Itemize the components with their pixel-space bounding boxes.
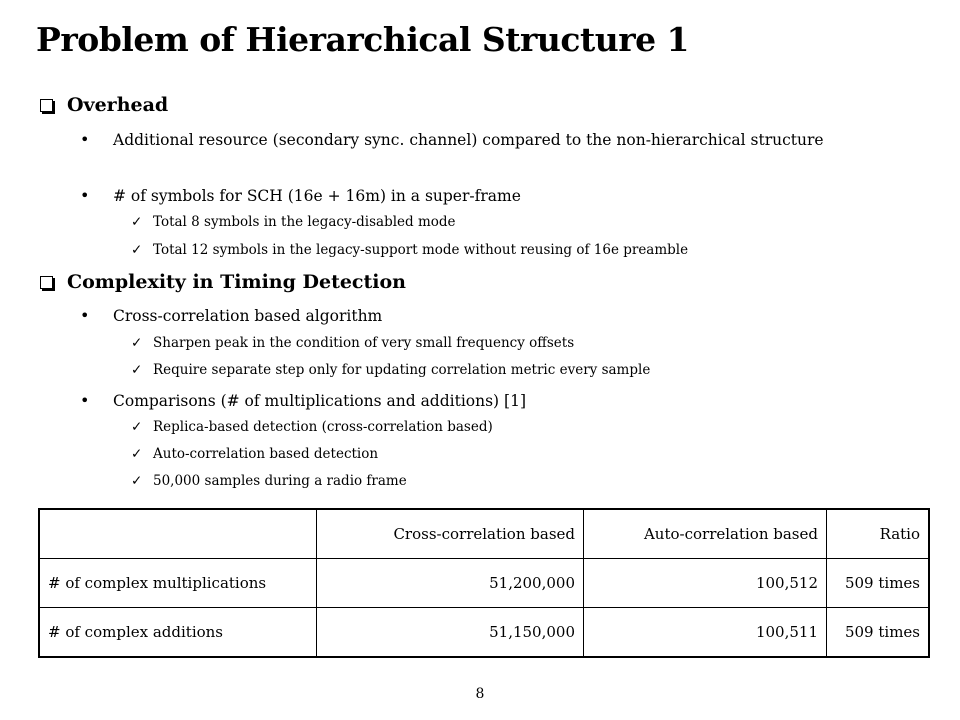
table-cell: 51,150,000 [317, 608, 584, 658]
bullet-text: Comparisons (# of multiplications and additions) [1] [113, 392, 526, 410]
check-item: ✓ Require separate step only for updating correlation metric every sample [131, 362, 651, 378]
check-item: ✓ Sharpen peak in the condition of very small frequency offsets [131, 335, 575, 351]
checkmark-icon: ✓ [131, 214, 143, 230]
check-item: ✓ Auto-correlation based detection [131, 446, 379, 462]
table-header-cell: Auto-correlation based [584, 509, 827, 559]
bullet-dot-icon: • [80, 306, 90, 325]
table-row [39, 559, 929, 608]
table-row-label: # of complex multiplications [39, 559, 317, 608]
checkmark-icon: ✓ [131, 419, 143, 435]
comparison-table [38, 508, 930, 658]
table-header-cell: Cross-correlation based [317, 509, 584, 559]
table-cell: 509 times [827, 559, 930, 608]
table-row-label: # of complex additions [39, 608, 317, 658]
section-heading-complexity: Complexity in Timing Detection [40, 271, 406, 293]
check-item: ✓ Replica-based detection (cross-correlation based) [131, 419, 493, 435]
table-header-cell-empty [39, 509, 317, 559]
table-header-cell: Ratio [827, 509, 930, 559]
check-item: ✓ 50,000 samples during a radio frame [131, 473, 407, 489]
checkmark-icon: ✓ [131, 473, 143, 489]
slide-title: Problem of Hierarchical Structure 1 [36, 20, 690, 59]
bullet-text: Cross-correlation based algorithm [113, 307, 383, 325]
table-header-row [39, 509, 929, 559]
bullet-text: # of symbols for SCH (16e + 16m) in a super-frame [113, 187, 521, 205]
table-cell: 51,200,000 [317, 559, 584, 608]
table-cell: 509 times [827, 608, 930, 658]
bullet-dot-icon: • [80, 391, 90, 410]
square-bullet-icon [40, 276, 53, 289]
square-bullet-icon [40, 99, 53, 112]
page-number: 8 [475, 686, 485, 702]
check-item: ✓ Total 8 symbols in the legacy-disabled mode [131, 214, 456, 230]
table-row [39, 608, 929, 658]
check-item: ✓ Total 12 symbols in the legacy-support mode without reusing of 16e preamble [131, 242, 689, 258]
table-cell: 100,511 [584, 608, 827, 658]
bullet-dot-icon: • [80, 186, 90, 205]
checkmark-icon: ✓ [131, 335, 143, 351]
checkmark-icon: ✓ [131, 242, 143, 258]
table-cell: 100,512 [584, 559, 827, 608]
bullet-dot-icon: • [80, 130, 90, 149]
bullet-text: Additional resource (secondary sync. channel) compared to the non-hierarchical structure [113, 131, 824, 149]
checkmark-icon: ✓ [131, 446, 143, 462]
section-heading-overhead: Overhead [40, 94, 168, 116]
checkmark-icon: ✓ [131, 362, 143, 378]
